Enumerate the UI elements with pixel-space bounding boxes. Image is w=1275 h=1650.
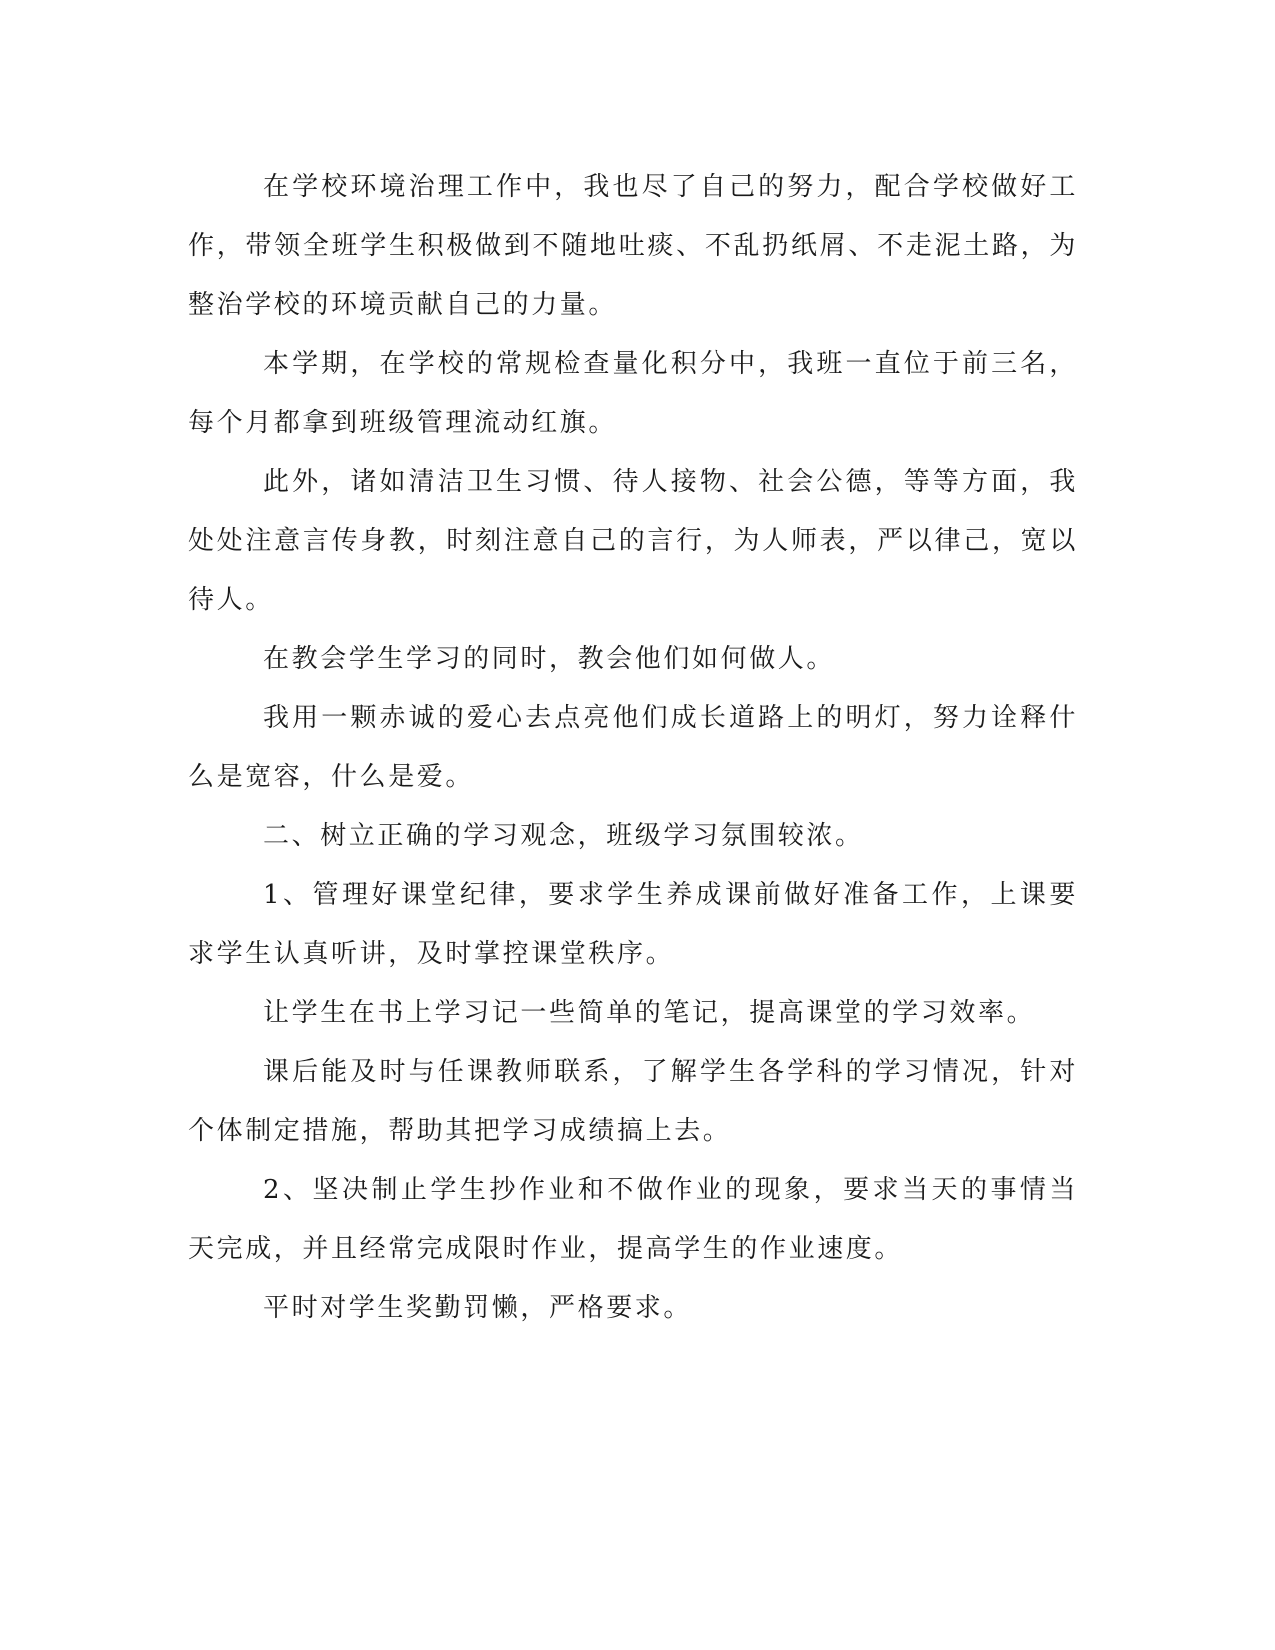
paragraph-love: 我用一颗赤诚的爱心去点亮他们成长道路上的明灯，努力诠释什么是宽容，什么是爱。 (188, 703, 1078, 792)
section-heading-learning: 二、树立正确的学习观念，班级学习氛围较浓。 (263, 821, 864, 851)
paragraph-classroom-discipline: 1、管理好课堂纪律，要求学生养成课前做好准备工作，上课要求学生认真听讲，及时掌控课堂秩序。 (188, 880, 1078, 969)
paragraph-environment: 在学校环境治理工作中，我也尽了自己的努力，配合学校做好工作，带领全班学生积极做到不随地吐痰、不乱扔纸屑、不走泥土路，为整治学校的环境贡献自己的力量。 (188, 172, 1078, 320)
paragraph-semester-ranking: 本学期，在学校的常规检查量化积分中，我班一直位于前三名，每个月都拿到班级管理流动红旗。 (188, 349, 1078, 438)
paragraph-role-model: 此外，诸如清洁卫生习惯、待人接物、社会公德，等等方面，我处处注意言传身教，时刻注意自己的言行，为人师表，严以律己，宽以待人。 (188, 467, 1078, 615)
paragraph-notes: 让学生在书上学习记一些简单的笔记，提高课堂的学习效率。 (263, 998, 1036, 1028)
document-body (188, 158, 1078, 1338)
paragraph-teach-conduct: 在教会学生学习的同时，教会他们如何做人。 (263, 644, 836, 674)
paragraph-homework: 2、坚决制止学生抄作业和不做作业的现象，要求当天的事情当天完成，并且经常完成限时作业，提高学生的作业速度。 (188, 1175, 1078, 1264)
paragraph-teacher-contact: 课后能及时与任课教师联系，了解学生各学科的学习情况，针对个体制定措施，帮助其把学习成绩搞上去。 (188, 1057, 1078, 1146)
paragraph-reward-punish: 平时对学生奖勤罚懒，严格要求。 (263, 1293, 693, 1323)
